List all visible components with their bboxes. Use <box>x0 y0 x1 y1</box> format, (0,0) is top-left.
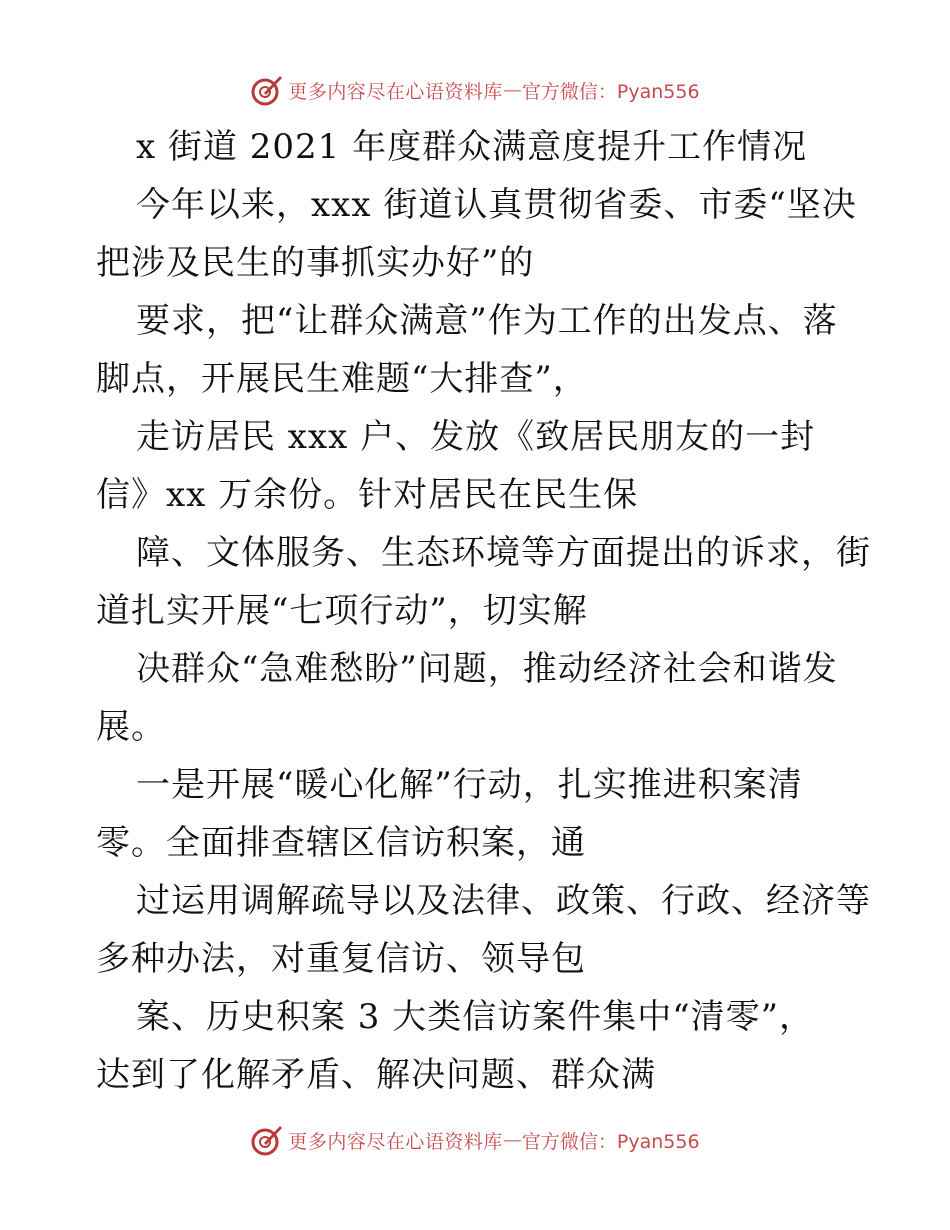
document-line: 要求，把“让群众满意”作为工作的出发点、落 <box>136 301 838 341</box>
watermark-suffix: 官方微信：Pyan556 <box>521 80 700 103</box>
document-line: 案、历史积案 3 大类信访案件集中“清零”， <box>136 997 815 1037</box>
document-line: 脚点，开展民生难题“大排查”， <box>96 359 588 399</box>
document-line: 过运用调解疏导以及法律、政策、行政、经济等 <box>136 881 871 921</box>
document-line: 决群众“急难愁盼”问题，推动经济社会和谐发 <box>136 649 838 689</box>
document-line: 障、文体服务、生态环境等方面提出的诉求，街 <box>136 533 871 573</box>
watermark-suffix: 官方微信：Pyan556 <box>521 1130 700 1153</box>
document-line: 零。全面排查辖区信访积案，通 <box>96 823 586 863</box>
document-line: 信》xx 万余份。针对居民在民生保 <box>96 475 639 515</box>
watermark-text: 更多内容尽在心语资料库 <box>288 80 503 103</box>
quill-logo-icon <box>250 1123 284 1157</box>
document-line: 今年以来，xxx 街道认真贯彻省委、市委“坚决 <box>136 185 857 225</box>
document-line: x 街道 2021 年度群众满意度提升工作情况 <box>136 127 808 167</box>
watermark-banner-top <box>0 70 950 110</box>
watermark-separator: — <box>502 79 522 101</box>
document-line: 一是开展“暖心化解”行动，扎实推进积案清 <box>136 765 803 805</box>
document-line: 走访居民 xxx 户、发放《致居民朋友的一封 <box>136 417 816 457</box>
document-body <box>96 118 871 1104</box>
watermark-banner-bottom <box>0 1120 950 1160</box>
document-line: 展。 <box>96 707 166 747</box>
document-line: 多种办法，对重复信访、领导包 <box>96 939 586 979</box>
document-line: 把涉及民生的事抓实办好”的 <box>96 243 535 283</box>
watermark-text: 更多内容尽在心语资料库 <box>288 1130 503 1153</box>
quill-logo-icon <box>250 73 284 107</box>
document-line: 道扎实开展“七项行动”，切实解 <box>96 591 588 631</box>
document-line: 达到了化解矛盾、解决问题、群众满 <box>96 1055 656 1095</box>
watermark-separator: — <box>502 1129 522 1151</box>
